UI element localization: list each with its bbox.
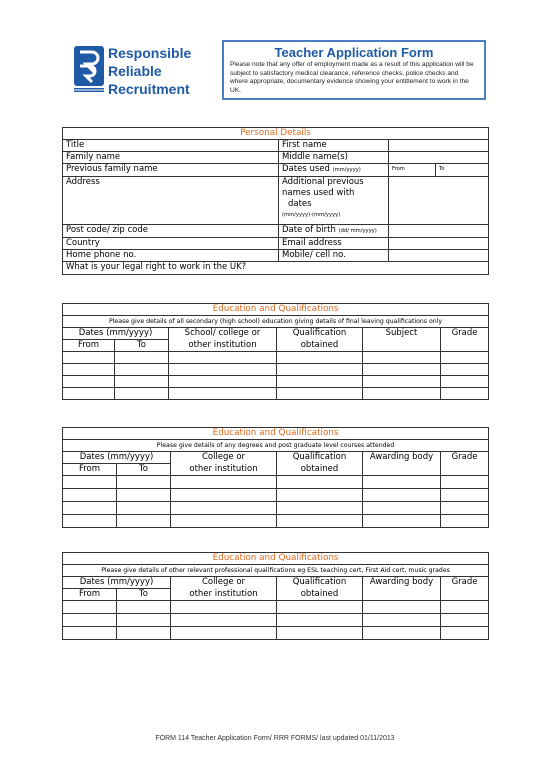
- additional-names-label: [279, 177, 389, 225]
- table-row[interactable]: [63, 489, 489, 502]
- education-degree-subtitle: Please give details of any degrees and post graduate level courses attended: [63, 440, 489, 452]
- logo-line-1: Responsible: [108, 45, 192, 61]
- education-secondary-subtitle: Please give details of all secondary (high school) education giving details of final leaving qualifications only: [63, 316, 489, 328]
- dates-header: Dates (mm/yyyy): [63, 452, 171, 464]
- personal-details-table: [62, 127, 489, 275]
- institution-header-1: College or: [171, 452, 277, 464]
- dob-text: Date of birth: [282, 225, 336, 235]
- grade-header-blank: [441, 589, 489, 601]
- qualification-header-2: obtained: [277, 464, 363, 476]
- additional-names-line-3: dates: [288, 199, 312, 209]
- logo-wordmark: [108, 44, 191, 98]
- home-phone-label: Home phone no.: [63, 250, 279, 262]
- grade-header: Grade: [441, 452, 489, 464]
- personal-details-header: Personal Details: [63, 128, 489, 140]
- table-row[interactable]: [63, 352, 489, 364]
- qualification-header-1: Qualification: [277, 577, 363, 589]
- education-professional-subtitle: Please give details of other relevant professional qualifications eg ESL teaching cert, First Aid cert, music grades: [63, 565, 489, 577]
- grade-header: Grade: [441, 328, 489, 340]
- company-logo: [74, 44, 214, 100]
- dates-used-from[interactable]: From: [389, 164, 436, 177]
- qualification-header-1: Qualification: [277, 452, 363, 464]
- from-header: From: [63, 464, 117, 476]
- table-row[interactable]: [63, 614, 489, 627]
- table-row[interactable]: [63, 502, 489, 515]
- dates-used-format: (mm/yyyy): [332, 167, 361, 173]
- logo-line-3: Recruitment: [108, 81, 190, 97]
- table-row[interactable]: [63, 601, 489, 614]
- awarding-body-header: Awarding body: [363, 577, 441, 589]
- dates-used-text: Dates used: [282, 164, 330, 174]
- email-label: Email address: [279, 238, 389, 250]
- dates-used-to[interactable]: To: [436, 164, 489, 177]
- mobile-label: Mobile/ cell no.: [279, 250, 389, 262]
- table-row[interactable]: [63, 476, 489, 489]
- institution-header-2: other institution: [169, 340, 277, 352]
- middle-names-field[interactable]: [389, 152, 489, 164]
- notice-box: [222, 40, 486, 100]
- additional-names-field[interactable]: [389, 177, 489, 225]
- additional-names-line-1: Additional previous: [282, 177, 364, 187]
- additional-names-format: (mm/yyyy)-(mm/yyyy): [282, 212, 341, 218]
- email-field[interactable]: [389, 238, 489, 250]
- dob-field[interactable]: [389, 225, 489, 238]
- to-header: To: [115, 340, 169, 352]
- table-row[interactable]: [63, 515, 489, 528]
- to-header: To: [117, 464, 171, 476]
- institution-header-1: School/ college or: [169, 328, 277, 340]
- grade-header: Grade: [441, 577, 489, 589]
- grade-header-blank: [441, 464, 489, 476]
- page-footer: FORM 114 Teacher Application Form/ RRR FORMS/ last updated 01/11/2013: [155, 735, 395, 742]
- additional-names-line-2: names used with: [282, 188, 355, 198]
- qualification-header-2: obtained: [277, 589, 363, 601]
- notice-text: Please note that any offer of employment made as a result of this application will be subject to satisfactory medical clearance, reference checks, police checks and where appropriate, documentary evidence showing your entitlement to work in the UK.: [230, 61, 474, 94]
- table-row[interactable]: [63, 388, 489, 400]
- right-to-work-label: What is your legal right to work in the UK?: [63, 262, 489, 275]
- dob-format: (dd/ mm/yyyy): [338, 228, 377, 234]
- qualification-header-2: obtained: [277, 340, 363, 352]
- education-professional-header: Education and Qualifications: [63, 553, 489, 565]
- dob-label: [279, 225, 389, 238]
- from-header: From: [63, 589, 117, 601]
- postcode-label: Post code/ zip code: [63, 225, 279, 238]
- from-header: From: [63, 340, 115, 352]
- dates-header: Dates (mm/yyyy): [63, 577, 171, 589]
- education-degree-header: Education and Qualifications: [63, 428, 489, 440]
- institution-header-2: other institution: [171, 464, 277, 476]
- institution-header-1: College or: [171, 577, 277, 589]
- dates-used-label: [279, 164, 389, 177]
- mobile-field[interactable]: [389, 250, 489, 262]
- education-degree-table: [62, 427, 489, 528]
- first-name-label: First name: [279, 140, 389, 152]
- address-label: Address: [63, 177, 279, 225]
- family-name-label: Family name: [63, 152, 279, 164]
- country-label: Country: [63, 238, 279, 250]
- table-row[interactable]: [63, 627, 489, 640]
- education-professional-table: [62, 552, 489, 640]
- to-header: To: [117, 589, 171, 601]
- previous-family-name-label: Previous family name: [63, 164, 279, 177]
- logo-line-2: Reliable: [108, 63, 162, 79]
- form-title: Teacher Application Form: [274, 45, 434, 60]
- dates-header: Dates (mm/yyyy): [63, 328, 169, 340]
- awarding-body-header-blank: [363, 589, 441, 601]
- subject-header: Subject: [363, 328, 441, 340]
- grade-header-blank: [441, 340, 489, 352]
- awarding-body-header-blank: [363, 464, 441, 476]
- title-label: Title: [63, 140, 279, 152]
- subject-header-blank: [363, 340, 441, 352]
- table-row[interactable]: [63, 364, 489, 376]
- table-row[interactable]: [63, 376, 489, 388]
- institution-header-2: other institution: [171, 589, 277, 601]
- education-secondary-table: [62, 303, 489, 400]
- middle-names-label: Middle name(s): [279, 152, 389, 164]
- qualification-header-1: Qualification: [277, 328, 363, 340]
- education-secondary-header: Education and Qualifications: [63, 304, 489, 316]
- rrr-logo-icon: [74, 46, 104, 92]
- awarding-body-header: Awarding body: [363, 452, 441, 464]
- first-name-field[interactable]: [389, 140, 489, 152]
